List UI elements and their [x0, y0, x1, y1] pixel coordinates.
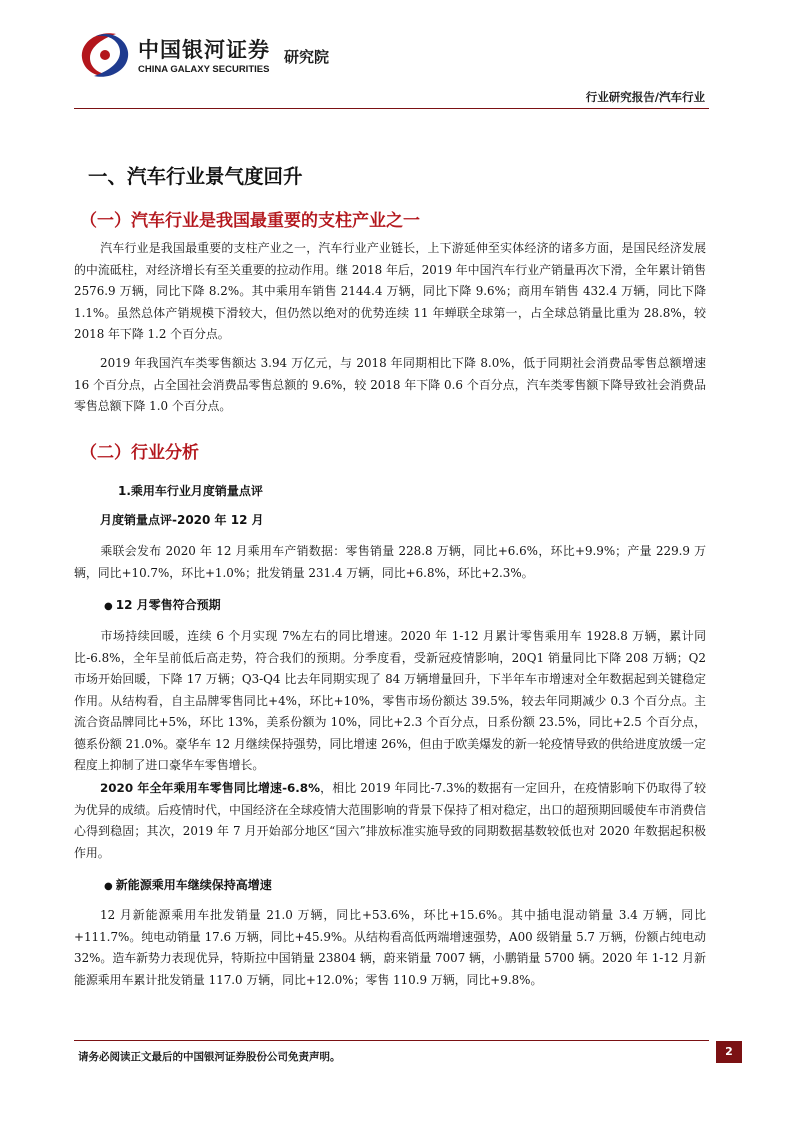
company-logo	[76, 28, 366, 84]
logo-chinese-name: 中国银河证券	[138, 38, 270, 62]
paragraph-full-year	[74, 778, 706, 864]
heading-monthly-sales: 1.乘用车行业月度销量点评	[118, 484, 263, 498]
footer-divider	[74, 1040, 709, 1041]
paragraph-text: 2019 年我国汽车类零售额达 3.94 万亿元，与 2018 年同期相比下降 8.0%，低于同期社会消费品零售总额增速 16 个百分点，占全国社会消费品零售总额的 9.6%，较 2018 年下降 0.6 个百分点，汽车类零售额下降导致社会消费品零售总额下降 1.0 个百分点。	[74, 356, 706, 413]
paragraph-retail-sales	[74, 353, 706, 418]
bullet-dot-icon: ●	[104, 881, 113, 892]
paragraph-text: 市场持续回暖，连续 6 个月实现 7%左右的同比增速。2020 年 1-12 月累计零售乘用车 1928.8 万辆，累计同比-6.8%，全年呈前低后高走势，符合我们的预期。分季度看，受新冠疫情影响，20Q1 销量同比下降 208 万辆；Q2 市场开始回暖，下降 17 万辆；Q3-Q4 比去年同期实现了 84 万辆增量回升，下半年车市增速对全年数据起到关键稳定作用。从结构看，自主品牌零售同比+4%，环比+10%，零售市场份额达 39.5%，较去年同期减少 0.3 个百分点。主流合资品牌同比+5%，环比 13%，美系份额为 10%，同比+2.3 个百分点，日系份额 23.5%，同比+2.5 个百分点，德系份额 21.0%。豪华车 12 月继续保持强势，同比增速 26%，但由于欧美爆发的新一轮疫情导致的供给进度放缓一定程度上抑制了进口豪华车零售增长。	[74, 629, 706, 772]
paragraph-nev-sales	[74, 905, 706, 991]
disclaimer-note: 请务必阅读正文最后的中国银河证券股份公司免责声明。	[78, 1051, 341, 1063]
paragraph-lead: 2020 年全年乘用车零售同比增速-6.8%	[100, 781, 320, 795]
paragraph-text: 汽车行业是我国最重要的支柱产业之一，汽车行业产业链长，上下游延伸至实体经济的诸多方面，是国民经济发展的中流砥柱，对经济增长有至关重要的拉动作用。继 2018 年后，2019 年中国汽车行业产销量再次下滑，全年累计销售 2576.9 万辆，同比下降 8.2%。其中乘用车销售 2144.4 万辆，同比下降 9.6%；商用车销售 432.4 万辆，同比下降 1.1%。虽然总体产销规模下滑较大，但仍然以绝对的优势连续 11 年蝉联全球第一，占全球总销量比重为 28.8%，较 2018 年下降 1.2 个百分点。	[74, 241, 706, 341]
paragraph-text: 乘联会发布 2020 年 12 月乘用车产销数据：零售销量 228.8 万辆，同比+6.6%，环比+9.9%；产量 229.9 万辆，同比+10.7%，环比+1.0%；批发销量 231.4 万辆，同比+6.8%，环比+2.3%。	[74, 544, 706, 580]
header-divider	[74, 108, 709, 109]
logo-english-name: CHINA GALAXY SECURITIES	[138, 64, 270, 75]
bullet-dot-icon: ●	[104, 601, 113, 612]
galaxy-swirl-logo-icon	[76, 28, 134, 82]
paragraph-retail-analysis	[74, 626, 706, 777]
paragraph-industry-overview	[74, 238, 706, 346]
report-category: 行业研究报告/汽车行业	[585, 90, 705, 104]
subsection-title-pillar-industry: （一）汽车行业是我国最重要的支柱产业之一	[80, 211, 420, 231]
heading-monthly-review: 月度销量点评-2020 年 12 月	[100, 513, 264, 527]
section-title: 一、汽车行业景气度回升	[88, 165, 303, 188]
logo-institute: 研究院	[284, 48, 330, 66]
heading-text: 12 月零售符合预期	[115, 598, 221, 612]
heading-text: 新能源乘用车继续保持高增速	[115, 878, 272, 892]
paragraph-text: ，相比 2019 年同比-7.3%的数据有一定回升，在疫情影响下仍取得了较为优异的成绩。后疫情时代，中国经济在全球疫情大范围影响的背景下保持了相对稳定，出口的超预期回暖使车市消费信心得到稳固；其次，2019 年 7 月开始部分地区“国六”排放标准实施导致的同期数据基数较低也对 2020 年数据起积极作用。	[74, 781, 706, 860]
heading-retail-expectation	[104, 596, 221, 613]
paragraph-cpca-data	[74, 541, 706, 584]
subsection-title-industry-analysis: （二）行业分析	[80, 443, 199, 463]
page-number: 2	[716, 1041, 742, 1063]
heading-nev-growth	[104, 876, 272, 893]
paragraph-text: 12 月新能源乘用车批发销量 21.0 万辆，同比+53.6%，环比+15.6%。其中插电混动销量 3.4 万辆，同比+111.7%。纯电动销量 17.6 万辆，同比+45.9%。从结构看高低两端增速强势，A00 级销量 5.7 万辆，份额占纯电动 32%。造车新势力表现优异，特斯拉中国销量 23804 辆，蔚来销量 7007 辆，小鹏销量 5700 辆。2020 年 1-12 月新能源乘用车累计批发销量 117.0 万辆，同比+12.0%；零售 110.9 万辆，同比+9.8%。	[74, 908, 706, 987]
